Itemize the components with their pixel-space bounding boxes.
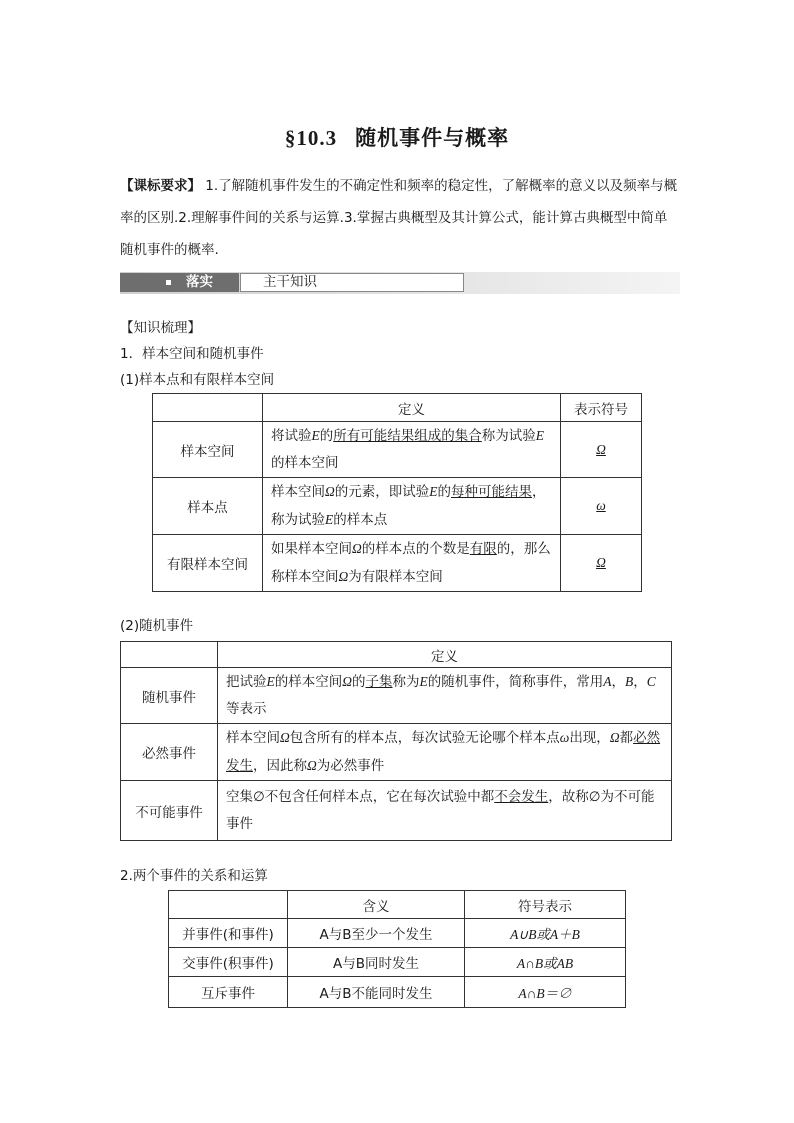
row-name: 必然事件: [121, 724, 218, 781]
table-header-cell: [121, 642, 218, 668]
page-title: [0, 122, 794, 152]
section-1a-heading: (1)样本点和有限样本空间: [120, 372, 275, 388]
row-name: 样本空间: [153, 422, 263, 478]
row-meaning: A与B同时发生: [288, 948, 465, 977]
table-header-cell: [169, 891, 288, 919]
section-banner: [120, 272, 680, 294]
table-header-cell: 表示符号: [561, 394, 642, 422]
row-symbol: A∩B＝∅: [465, 977, 626, 1008]
row-symbol: A∪B或A＋B: [465, 919, 626, 948]
table-row: [153, 422, 642, 478]
table-row: [153, 478, 642, 535]
row-name: 并事件(和事件): [169, 919, 288, 948]
table-header-cell: 定义: [218, 642, 672, 668]
curriculum-requirements: [120, 170, 680, 266]
square-bullet-icon: [166, 280, 171, 285]
row-symbol: A∩B或AB: [465, 948, 626, 977]
event-relations-table: [168, 890, 626, 1008]
row-meaning: A与B不能同时发生: [288, 977, 465, 1008]
row-meaning: A与B至少一个发生: [288, 919, 465, 948]
knowledge-heading: 【知识梳理】: [120, 320, 201, 336]
section-1-heading: 1．样本空间和随机事件: [120, 346, 264, 362]
table-row: [121, 781, 672, 841]
sample-space-table: [152, 393, 642, 592]
section-2-heading: 2.两个事件的关系和运算: [120, 868, 268, 884]
section-number: §10.3: [284, 126, 338, 150]
row-name: 互斥事件: [169, 977, 288, 1008]
requirements-tag: 【课标要求】: [120, 178, 201, 194]
row-definition: 样本空间Ω的元素，即试验E的每种可能结果，称为试验E的样本点: [263, 478, 561, 535]
table-row: [121, 724, 672, 781]
row-name: 交事件(积事件): [169, 948, 288, 977]
random-events-table: [120, 641, 672, 841]
table-row: [169, 919, 626, 948]
table-header-cell: [153, 394, 263, 422]
row-name: 随机事件: [121, 668, 218, 724]
table-row: [169, 948, 626, 977]
table-header-cell: 符号表示: [465, 891, 626, 919]
row-definition: 将试验E的所有可能结果组成的集合称为试验E的样本空间: [263, 422, 561, 478]
row-name: 样本点: [153, 478, 263, 535]
banner-right: 主干知识: [240, 273, 464, 292]
table-row: [169, 977, 626, 1008]
row-symbol: Ω: [561, 422, 642, 478]
row-definition: 空集∅不包含任何样本点，它在每次试验中都不会发生，故称∅为不可能事件: [218, 781, 672, 841]
banner-left: [120, 273, 239, 292]
row-symbol: ω: [561, 478, 642, 535]
banner-left-label: 落实: [186, 274, 213, 290]
table-header-cell: 含义: [288, 891, 465, 919]
row-definition: 样本空间Ω包含所有的样本点，每次试验无论哪个样本点ω出现，Ω都必然发生，因此称Ω为必然事件: [218, 724, 672, 781]
row-name: 不可能事件: [121, 781, 218, 841]
row-definition: 如果样本空间Ω的样本点的个数是有限的，那么称样本空间Ω为有限样本空间: [263, 535, 561, 592]
requirements-text: 1.了解随机事件发生的不确定性和频率的稳定性，了解概率的意义以及频率与概率的区别.2.理解事件间的关系与运算.3.掌握古典概型及其计算公式，能计算古典概型中简单随机事件的概率.: [120, 178, 678, 258]
row-definition: 把试验E的样本空间Ω的子集称为E的随机事件，简称事件，常用A，B，C等表示: [218, 668, 672, 724]
table-row: [121, 668, 672, 724]
table-header-cell: 定义: [263, 394, 561, 422]
section-title: 随机事件与概率: [355, 126, 510, 150]
row-name: 有限样本空间: [153, 535, 263, 592]
row-symbol: Ω: [561, 535, 642, 592]
table-row: [153, 535, 642, 592]
section-1b-heading: (2)随机事件: [120, 618, 194, 634]
